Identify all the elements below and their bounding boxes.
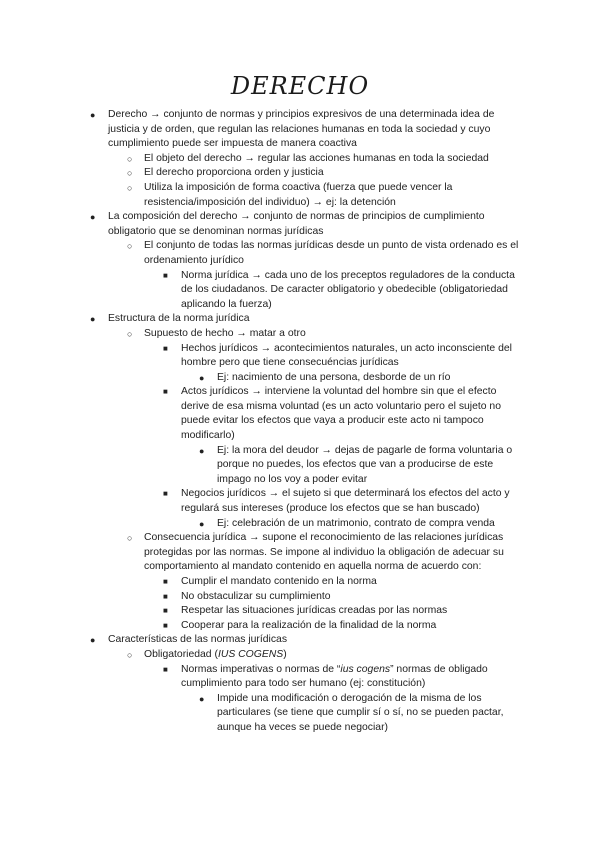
bullet-marker: ○ [127, 153, 133, 164]
bullet-marker: ● [199, 372, 205, 383]
bullet-marker: ■ [163, 270, 168, 280]
list-item [0, 517, 600, 532]
list-item-text: El objeto del derecho → regular las acciones humanas en toda la sociedad [144, 152, 489, 164]
list-item [0, 604, 600, 619]
bullet-marker: ● [90, 110, 96, 120]
list-item-text: Características de las normas jurídicas [108, 634, 288, 646]
list-item [0, 210, 600, 239]
bullet-marker: ■ [163, 591, 168, 601]
text-segment: ” normas de obligado cumplimiento para todo ser humano (ej: constitución) [181, 663, 488, 690]
list-item [0, 590, 600, 605]
list-item [0, 312, 600, 327]
list-item-text: Ej: nacimiento de una persona, desborde de un río [217, 371, 451, 383]
list-item-text: El derecho proporciona orden y justicia [144, 167, 324, 179]
list-item-text: La composición del derecho → conjunto de normas de principios de cumplimiento obligatorio que se denominan normas jurídicas [108, 211, 485, 237]
bullet-marker: ■ [163, 620, 168, 630]
bullet-marker: ○ [127, 533, 133, 544]
bullet-marker: ■ [163, 343, 168, 353]
list-item-text: Derecho → conjunto de normas y principios expresivos de una determinada idea de justicia y de orden, que regulan las relaciones humanas en toda la sociedad y cuyo cumplimiento puede ser impuesta de manera coactiva [108, 109, 495, 150]
list-item [0, 487, 600, 516]
list-item [0, 648, 600, 663]
list-item [0, 166, 600, 181]
bullet-marker: ● [90, 212, 96, 223]
list-item [0, 108, 600, 152]
list-item-text: Cumplir el mandato contenido en la norma [181, 576, 377, 587]
bullet-marker: ○ [127, 649, 133, 660]
list-item-text [181, 664, 488, 690]
page-title: DERECHO [230, 72, 370, 100]
italic-term: IUS COGENS [217, 648, 284, 660]
bullet-marker: ○ [127, 182, 133, 193]
bullet-marker: ● [199, 445, 205, 456]
bullet-marker: ○ [127, 168, 133, 179]
list-item-text: Ej: celebración de un matrimonio, contrato de compra venda [217, 517, 495, 529]
list-item-text: Supuesto de hecho → matar a otro [144, 327, 306, 339]
list-item-text: Hechos jurídicos → acontecimientos naturales, un acto inconsciente del hombre pero que tiene consecuéncias jurídicas [181, 342, 512, 369]
italic-term: ius cogens [340, 663, 391, 675]
list-item-text: Norma jurídica → cada uno de los preceptos reguladores de la conducta de los ciudadanos. De caracter obligatorio y obedecible (obligatoriedad aplicando la fuerza) [181, 269, 515, 310]
list-item [0, 444, 600, 488]
list-item-text: Cooperar para la realización de la finalidad de la norma [181, 619, 437, 631]
list-item [0, 269, 600, 313]
list-item [0, 692, 600, 736]
list-item-text: Impide una modificación o derogación de la misma de los particulares (se tiene que cumplir sí o sí, no se pueden pactar, aunque ha veces se puede negociar) [217, 692, 504, 733]
list-item [0, 327, 600, 342]
list-item-text: No obstaculizar su cumplimiento [181, 590, 331, 602]
bullet-marker: ● [90, 314, 96, 325]
bullet-list [0, 108, 600, 736]
list-item-text: Respetar las situaciones jurídicas creadas por las normas [181, 605, 448, 617]
list-item-text: El conjunto de todas las normas jurídicas desde un punto de vista ordenado es el ordenamiento jurídico [144, 240, 519, 266]
list-item [0, 575, 600, 590]
bullet-marker: ● [90, 635, 96, 646]
text-segment: ) [283, 648, 287, 660]
bullet-marker: ■ [163, 489, 168, 499]
list-item-text: Ej: la mora del deudor → dejas de pagarle de forma voluntaria o porque no puedes, los efectos que van a producirse de este impago no los voy a poder evitar [217, 444, 513, 485]
list-item-text: Utiliza la imposición de forma coactiva (fuerza que puede vencer la resistencia/imposición del individuo) → ej: la detención [144, 181, 453, 208]
list-item-text [144, 649, 287, 660]
list-item [0, 663, 600, 692]
list-item [0, 385, 600, 443]
text-segment: Obligatoriedad ( [144, 648, 218, 660]
list-item [0, 152, 600, 167]
bullet-marker: ● [199, 693, 205, 704]
list-item [0, 181, 600, 210]
bullet-marker: ○ [127, 241, 133, 252]
text-segment: Normas imperativas o normas de “ [181, 663, 341, 675]
bullet-marker: ■ [163, 577, 168, 586]
list-item [0, 633, 600, 648]
list-item [0, 531, 600, 575]
bullet-marker: ■ [163, 387, 168, 397]
list-item [0, 619, 600, 634]
list-item-text: Estructura de la norma jurídica [108, 313, 250, 325]
list-item-text: Consecuencia jurídica → supone el reconocimiento de las relaciones jurídicas protegidas por las normas. Se impone al individuo la obligación de adecuar su comportamiento al mandato contenido en aquella norma de acuerdo con: [144, 532, 504, 573]
list-item-text: Actos jurídicos → interviene la voluntad del hombre sin que el efecto derive de esa misma voluntad (es un acto voluntario pero el sujeto no puede evitar los efectos que vaya a producir este acto ni tampoco modificarlo) [181, 386, 501, 442]
bullet-marker: ○ [127, 328, 133, 339]
bullet-marker: ■ [163, 606, 168, 616]
bullet-marker: ■ [163, 664, 168, 674]
list-item [0, 342, 600, 371]
bullet-marker: ● [199, 518, 205, 529]
list-item [0, 239, 600, 268]
list-item [0, 371, 600, 386]
list-item-text: Negocios jurídicos → el sujeto si que determinará los efectos del acto y regulará sus intereses (produce los efectos que se han buscado) [181, 488, 510, 515]
